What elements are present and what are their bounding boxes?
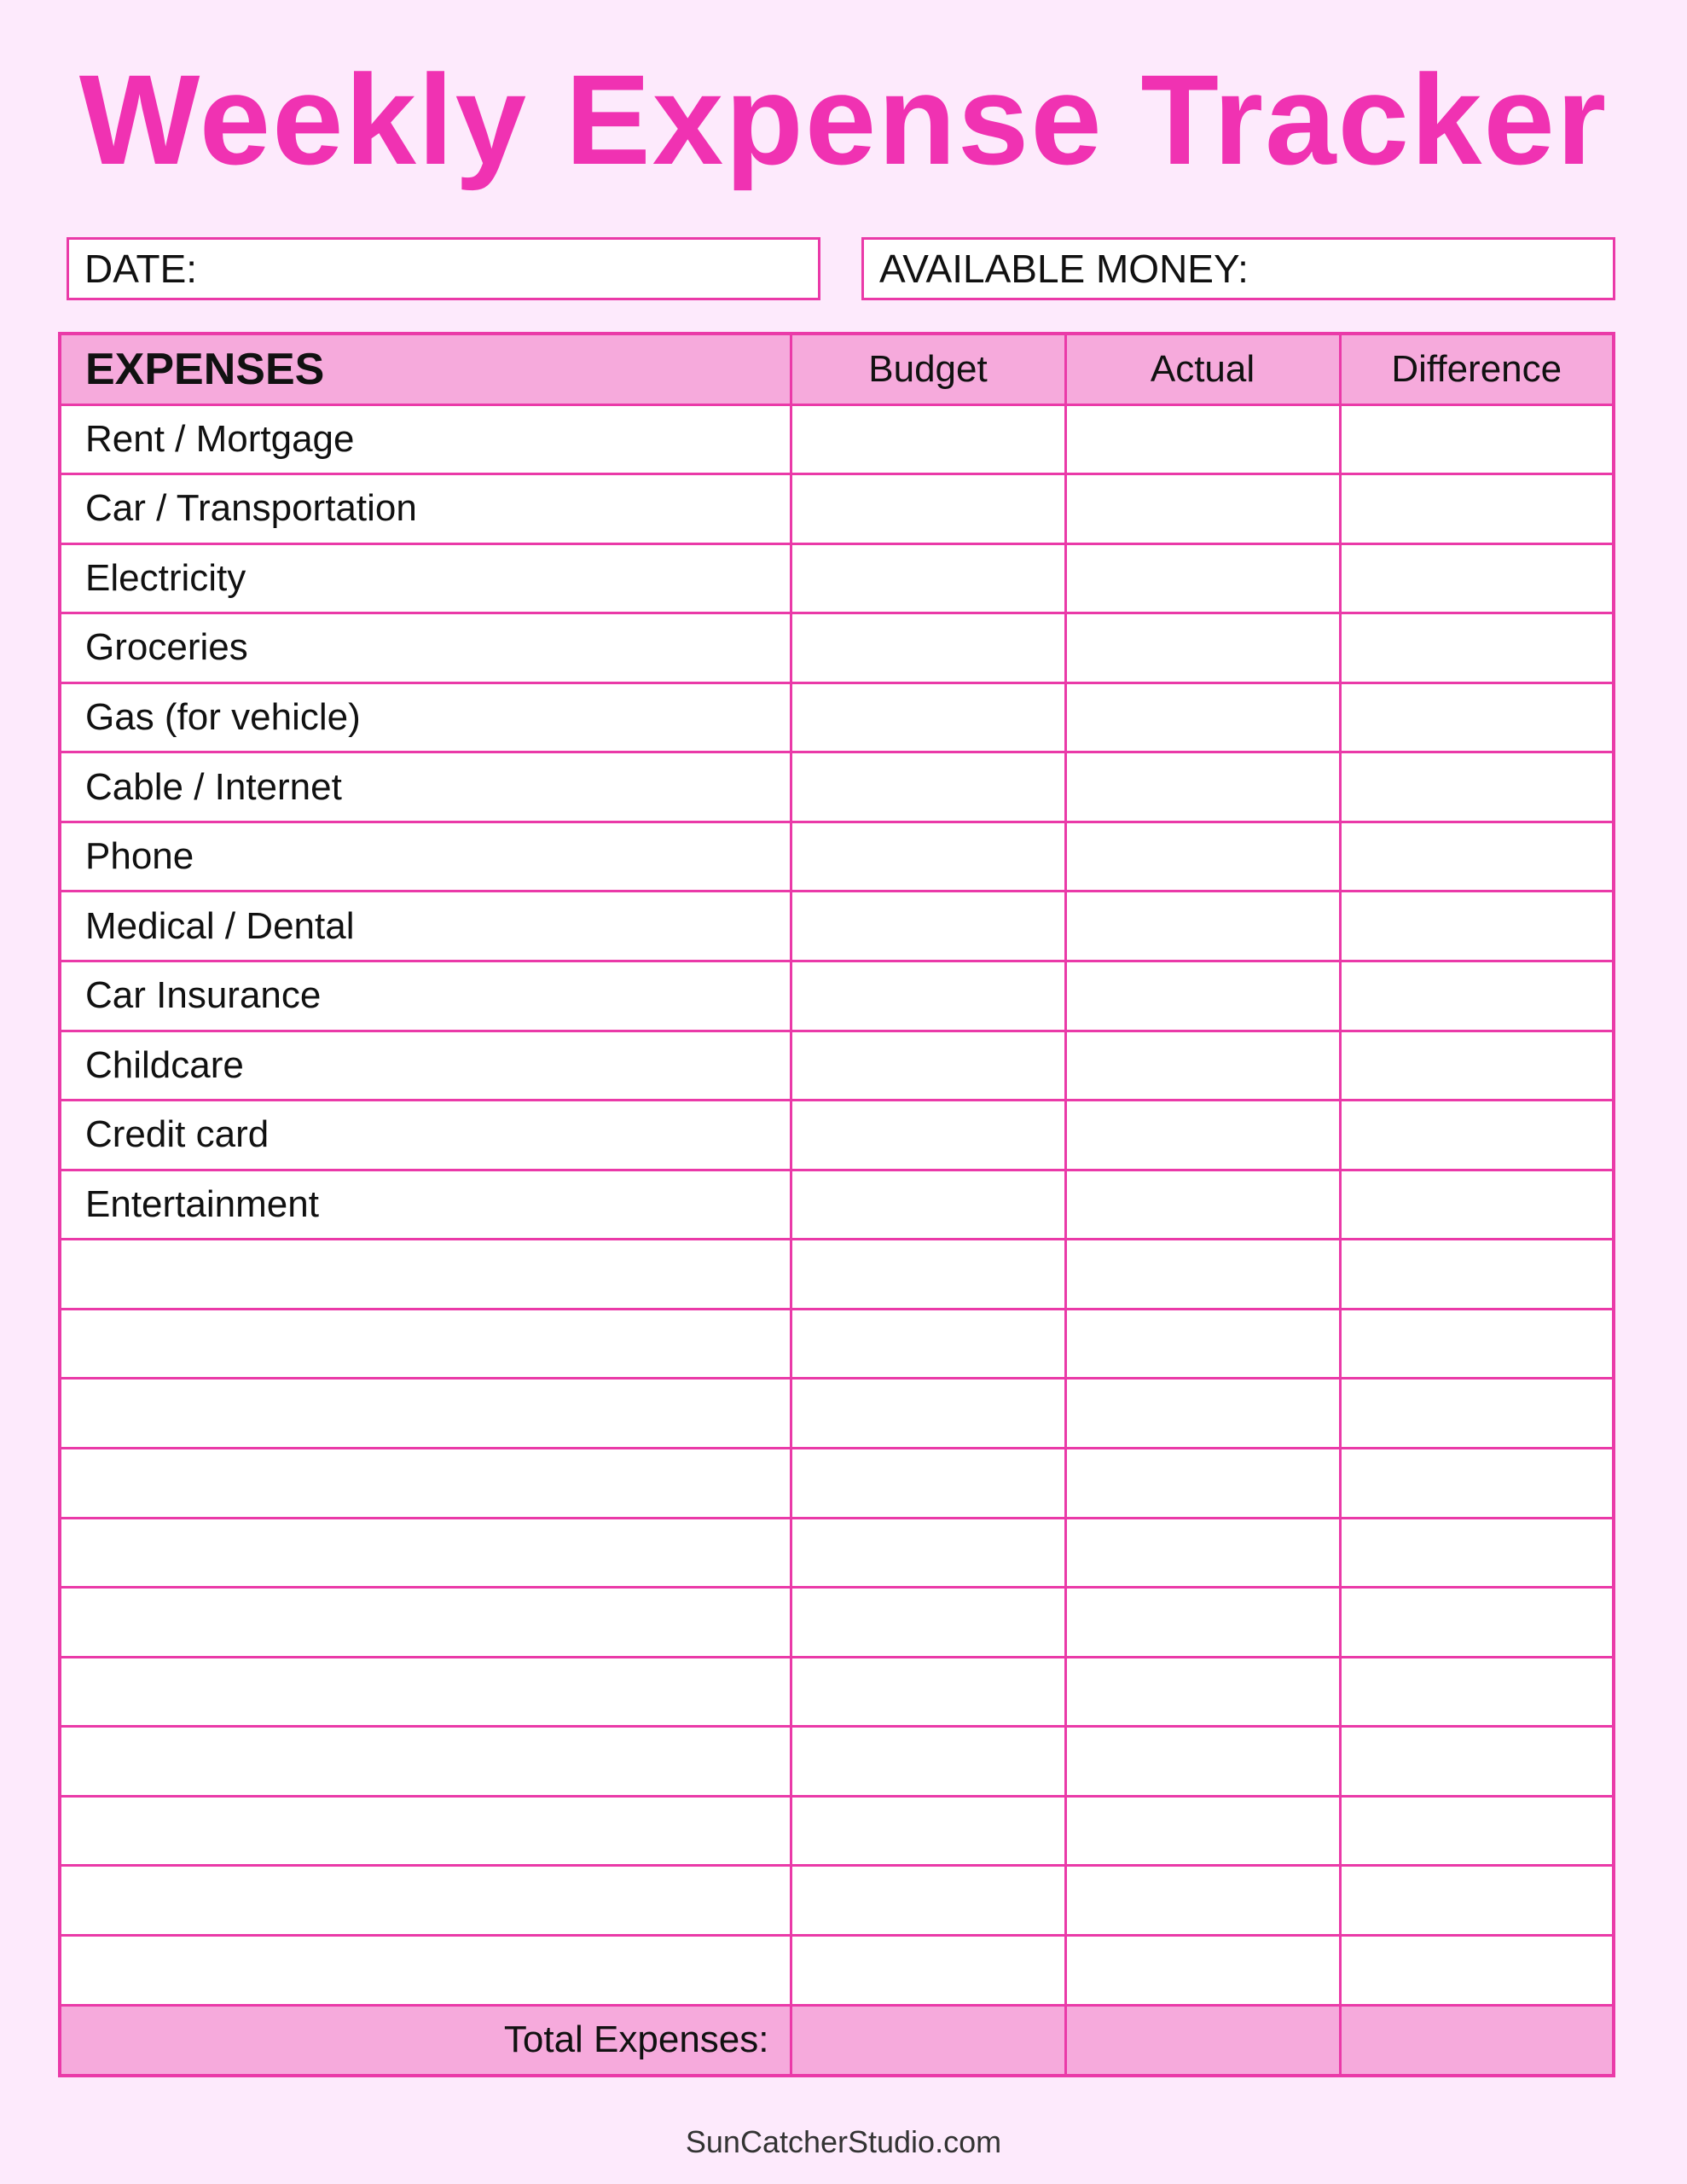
expense-name-cell[interactable] [61, 1657, 791, 1727]
budget-cell[interactable] [791, 1448, 1065, 1518]
expense-name-cell[interactable]: Phone [61, 822, 791, 892]
expense-name-cell[interactable] [61, 1935, 791, 2005]
table-row [61, 1448, 1612, 1518]
table-row [61, 1101, 1612, 1170]
budget-cell[interactable] [791, 1240, 1065, 1310]
table-row [61, 1031, 1612, 1101]
page-title: Weekly Expense Tracker [78, 48, 1609, 191]
budget-cell[interactable] [791, 682, 1065, 752]
actual-cell[interactable] [1065, 1657, 1340, 1727]
expense-name-cell[interactable]: Medical / Dental [61, 892, 791, 961]
table-row [61, 752, 1612, 822]
difference-cell[interactable] [1340, 822, 1612, 892]
difference-cell[interactable] [1340, 404, 1612, 474]
difference-cell[interactable] [1340, 1866, 1612, 1936]
expense-name-cell[interactable]: Car / Transportation [61, 474, 791, 544]
actual-cell[interactable] [1065, 1935, 1340, 2005]
footer-credit: SunCatcherStudio.com [685, 2124, 1002, 2159]
difference-cell[interactable] [1340, 1796, 1612, 1866]
table-row [61, 613, 1612, 683]
difference-cell[interactable] [1340, 961, 1612, 1031]
expense-name-cell[interactable]: Gas (for vehicle) [61, 682, 791, 752]
expense-name-cell[interactable]: Car Insurance [61, 961, 791, 1031]
expense-name-cell[interactable] [61, 1240, 791, 1310]
table-row [61, 1796, 1612, 1866]
total-row [61, 2005, 1612, 2074]
total-difference-cell[interactable] [1340, 2005, 1612, 2074]
difference-cell[interactable] [1340, 682, 1612, 752]
budget-cell[interactable] [791, 1866, 1065, 1936]
actual-cell[interactable] [1065, 1240, 1340, 1310]
actual-cell[interactable] [1065, 543, 1340, 613]
expense-name-cell[interactable]: Rent / Mortgage [61, 404, 791, 474]
difference-cell[interactable] [1340, 1379, 1612, 1449]
actual-cell[interactable] [1065, 613, 1340, 683]
table-row [61, 1518, 1612, 1588]
table-row [61, 1657, 1612, 1727]
budget-cell[interactable] [791, 543, 1065, 613]
table-row [61, 1588, 1612, 1658]
table-row [61, 892, 1612, 961]
date-field[interactable] [67, 237, 820, 300]
table-row [61, 543, 1612, 613]
expense-name-cell[interactable] [61, 1866, 791, 1936]
header-budget: Budget [791, 335, 1065, 404]
header-row [61, 335, 1612, 404]
table-row [61, 682, 1612, 752]
actual-cell[interactable] [1065, 474, 1340, 544]
actual-cell[interactable] [1065, 752, 1340, 822]
budget-cell[interactable] [791, 404, 1065, 474]
difference-cell[interactable] [1340, 892, 1612, 961]
budget-cell[interactable] [791, 822, 1065, 892]
actual-cell[interactable] [1065, 404, 1340, 474]
difference-cell[interactable] [1340, 1657, 1612, 1727]
available-money-field[interactable] [861, 237, 1615, 300]
header-expenses: EXPENSES [61, 335, 791, 404]
difference-cell[interactable] [1340, 474, 1612, 544]
budget-cell[interactable] [791, 961, 1065, 1031]
actual-cell[interactable] [1065, 1727, 1340, 1797]
actual-cell[interactable] [1065, 1588, 1340, 1658]
actual-cell[interactable] [1065, 1309, 1340, 1379]
expense-name-cell[interactable] [61, 1518, 791, 1588]
table-row [61, 1379, 1612, 1449]
actual-cell[interactable] [1065, 822, 1340, 892]
actual-cell[interactable] [1065, 1101, 1340, 1170]
actual-cell[interactable] [1065, 1379, 1340, 1449]
difference-cell[interactable] [1340, 1309, 1612, 1379]
budget-cell[interactable] [791, 1796, 1065, 1866]
date-label: DATE: [84, 247, 198, 291]
total-budget-cell[interactable] [791, 2005, 1065, 2074]
difference-cell[interactable] [1340, 1031, 1612, 1101]
difference-cell[interactable] [1340, 1935, 1612, 2005]
expense-table [58, 332, 1615, 2077]
expense-grid [61, 335, 1612, 2074]
actual-cell[interactable] [1065, 1448, 1340, 1518]
expense-name-cell[interactable]: Groceries [61, 613, 791, 683]
expense-name-cell[interactable] [61, 1448, 791, 1518]
budget-cell[interactable] [791, 892, 1065, 961]
budget-cell[interactable] [791, 1935, 1065, 2005]
budget-cell[interactable] [791, 1588, 1065, 1658]
budget-cell[interactable] [791, 1379, 1065, 1449]
table-row [61, 1309, 1612, 1379]
difference-cell[interactable] [1340, 1588, 1612, 1658]
budget-cell[interactable] [791, 1170, 1065, 1240]
header-difference: Difference [1340, 335, 1612, 404]
actual-cell[interactable] [1065, 682, 1340, 752]
table-row [61, 1727, 1612, 1797]
difference-cell[interactable] [1340, 1448, 1612, 1518]
table-row [61, 1170, 1612, 1240]
budget-cell[interactable] [791, 1657, 1065, 1727]
table-row [61, 1866, 1612, 1936]
table-row [61, 1240, 1612, 1310]
difference-cell[interactable] [1340, 1240, 1612, 1310]
actual-cell[interactable] [1065, 1031, 1340, 1101]
budget-cell[interactable] [791, 1309, 1065, 1379]
expense-name-cell[interactable] [61, 1796, 791, 1866]
header-actual: Actual [1065, 335, 1340, 404]
available-money-label: AVAILABLE MONEY: [879, 247, 1249, 291]
table-row [61, 961, 1612, 1031]
expense-name-cell[interactable]: Electricity [61, 543, 791, 613]
table-row [61, 404, 1612, 474]
budget-cell[interactable] [791, 1727, 1065, 1797]
budget-cell[interactable] [791, 613, 1065, 683]
difference-cell[interactable] [1340, 1727, 1612, 1797]
difference-cell[interactable] [1340, 543, 1612, 613]
budget-cell[interactable] [791, 1031, 1065, 1101]
table-row [61, 474, 1612, 544]
total-expenses-label: Total Expenses: [61, 2005, 791, 2074]
difference-cell[interactable] [1340, 1518, 1612, 1588]
difference-cell[interactable] [1340, 613, 1612, 683]
expense-name-cell[interactable] [61, 1379, 791, 1449]
actual-cell[interactable] [1065, 1796, 1340, 1866]
expense-name-cell[interactable]: Entertainment [61, 1170, 791, 1240]
budget-cell[interactable] [791, 474, 1065, 544]
expense-name-cell[interactable]: Cable / Internet [61, 752, 791, 822]
actual-cell[interactable] [1065, 1170, 1340, 1240]
budget-cell[interactable] [791, 1101, 1065, 1170]
difference-cell[interactable] [1340, 1101, 1612, 1170]
actual-cell[interactable] [1065, 961, 1340, 1031]
total-actual-cell[interactable] [1065, 2005, 1340, 2074]
difference-cell[interactable] [1340, 1170, 1612, 1240]
table-row [61, 1935, 1612, 2005]
expense-name-cell[interactable]: Childcare [61, 1031, 791, 1101]
expense-name-cell[interactable] [61, 1588, 791, 1658]
expense-name-cell[interactable] [61, 1727, 791, 1797]
actual-cell[interactable] [1065, 892, 1340, 961]
actual-cell[interactable] [1065, 1518, 1340, 1588]
difference-cell[interactable] [1340, 752, 1612, 822]
budget-cell[interactable] [791, 1518, 1065, 1588]
actual-cell[interactable] [1065, 1866, 1340, 1936]
budget-cell[interactable] [791, 752, 1065, 822]
expense-name-cell[interactable]: Credit card [61, 1101, 791, 1170]
expense-name-cell[interactable] [61, 1309, 791, 1379]
table-row [61, 822, 1612, 892]
